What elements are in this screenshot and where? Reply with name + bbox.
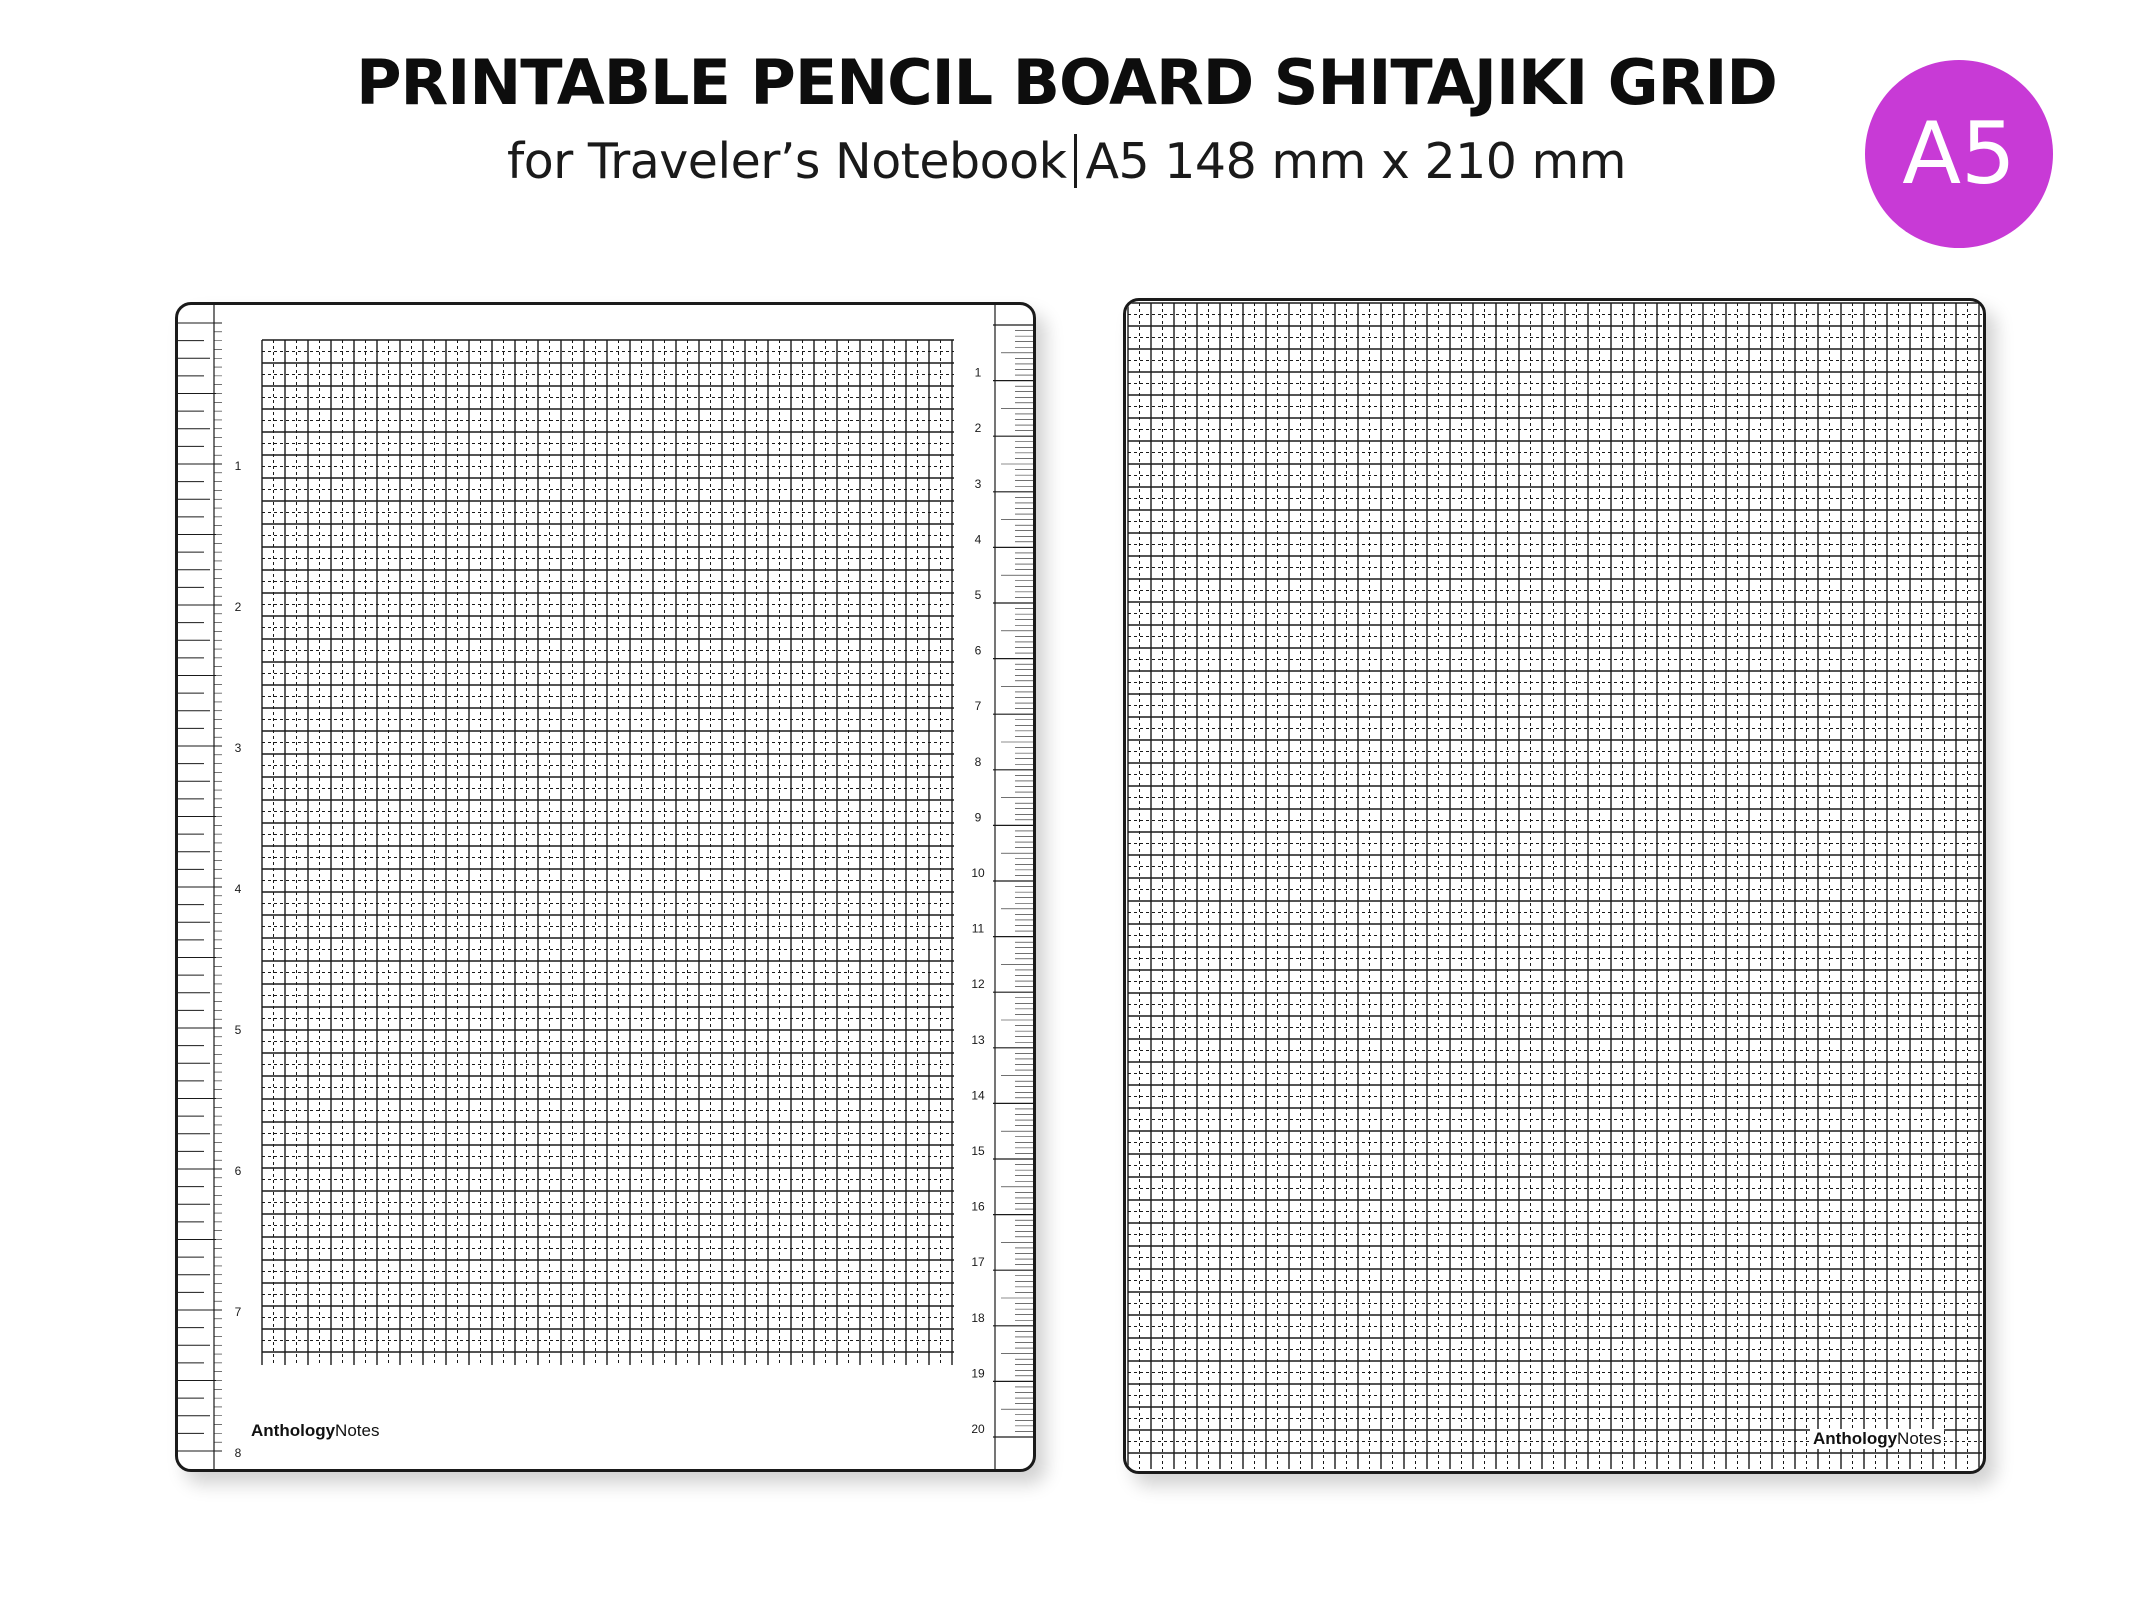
ruler-label-left: 6 — [234, 1164, 242, 1178]
ruler-label-left: 5 — [234, 1023, 242, 1037]
ruler-label-right: 4 — [974, 532, 982, 547]
ruler-label-right: 8 — [974, 754, 982, 769]
ruler-label-left: 1 — [234, 459, 242, 473]
pencil-board-with-rulers — [175, 302, 1036, 1472]
ruler-label-right: 15 — [971, 1144, 985, 1158]
ruler-label-left: 2 — [234, 600, 242, 614]
ruler-label-right: 18 — [971, 1310, 985, 1325]
ruler-label-left: 3 — [234, 741, 242, 755]
page-title: PRINTABLE PENCIL BOARD SHITAJIKI GRID — [356, 46, 1777, 119]
subtitle-notebook: for Traveler’s Notebook — [506, 133, 1067, 190]
ruler-label-right: 12 — [971, 977, 985, 992]
ruler-label-right: 5 — [974, 588, 982, 602]
ruler-label-right: 2 — [974, 421, 982, 436]
ruler-label-right: 20 — [971, 1422, 985, 1436]
ruler-label-right: 7 — [974, 699, 982, 714]
ruler-label-right: 1 — [974, 365, 982, 380]
ruler-label-right: 14 — [971, 1088, 985, 1103]
brand-logo-left — [251, 1421, 379, 1441]
ruler-label-right: 3 — [974, 476, 982, 491]
ruler-label-right: 11 — [971, 921, 985, 936]
page-subtitle — [0, 134, 2133, 188]
ruler-label-right: 6 — [974, 643, 982, 658]
ruler-label-left: 4 — [234, 882, 242, 896]
ruler-label-right: 17 — [971, 1255, 985, 1270]
size-badge: A5 — [1865, 60, 2053, 248]
ruler-label-right: 9 — [974, 810, 982, 825]
subtitle-separator — [1074, 134, 1077, 188]
brand-name-regular: Notes — [1897, 1429, 1942, 1448]
header — [0, 46, 2133, 190]
pencil-board-full-grid — [1123, 298, 1986, 1474]
ruler-label-right: 19 — [971, 1366, 985, 1381]
right-board-grid — [1126, 301, 1983, 1471]
ruler-label-right: 13 — [971, 1032, 985, 1047]
ruler-label-left: 8 — [234, 1446, 242, 1460]
brand-name-bold: Anthology — [251, 1421, 336, 1440]
ruler-label-right: 16 — [971, 1199, 985, 1214]
brand-name-regular: Notes — [335, 1421, 380, 1440]
ruler-label-left: 7 — [234, 1305, 242, 1319]
left-board-grid — [178, 305, 1033, 1469]
brand-logo-right — [1810, 1429, 1944, 1449]
ruler-label-right: 10 — [971, 866, 985, 880]
brand-name-bold: Anthology — [1813, 1429, 1898, 1448]
subtitle-size: A5 148 mm x 210 mm — [1085, 133, 1627, 190]
